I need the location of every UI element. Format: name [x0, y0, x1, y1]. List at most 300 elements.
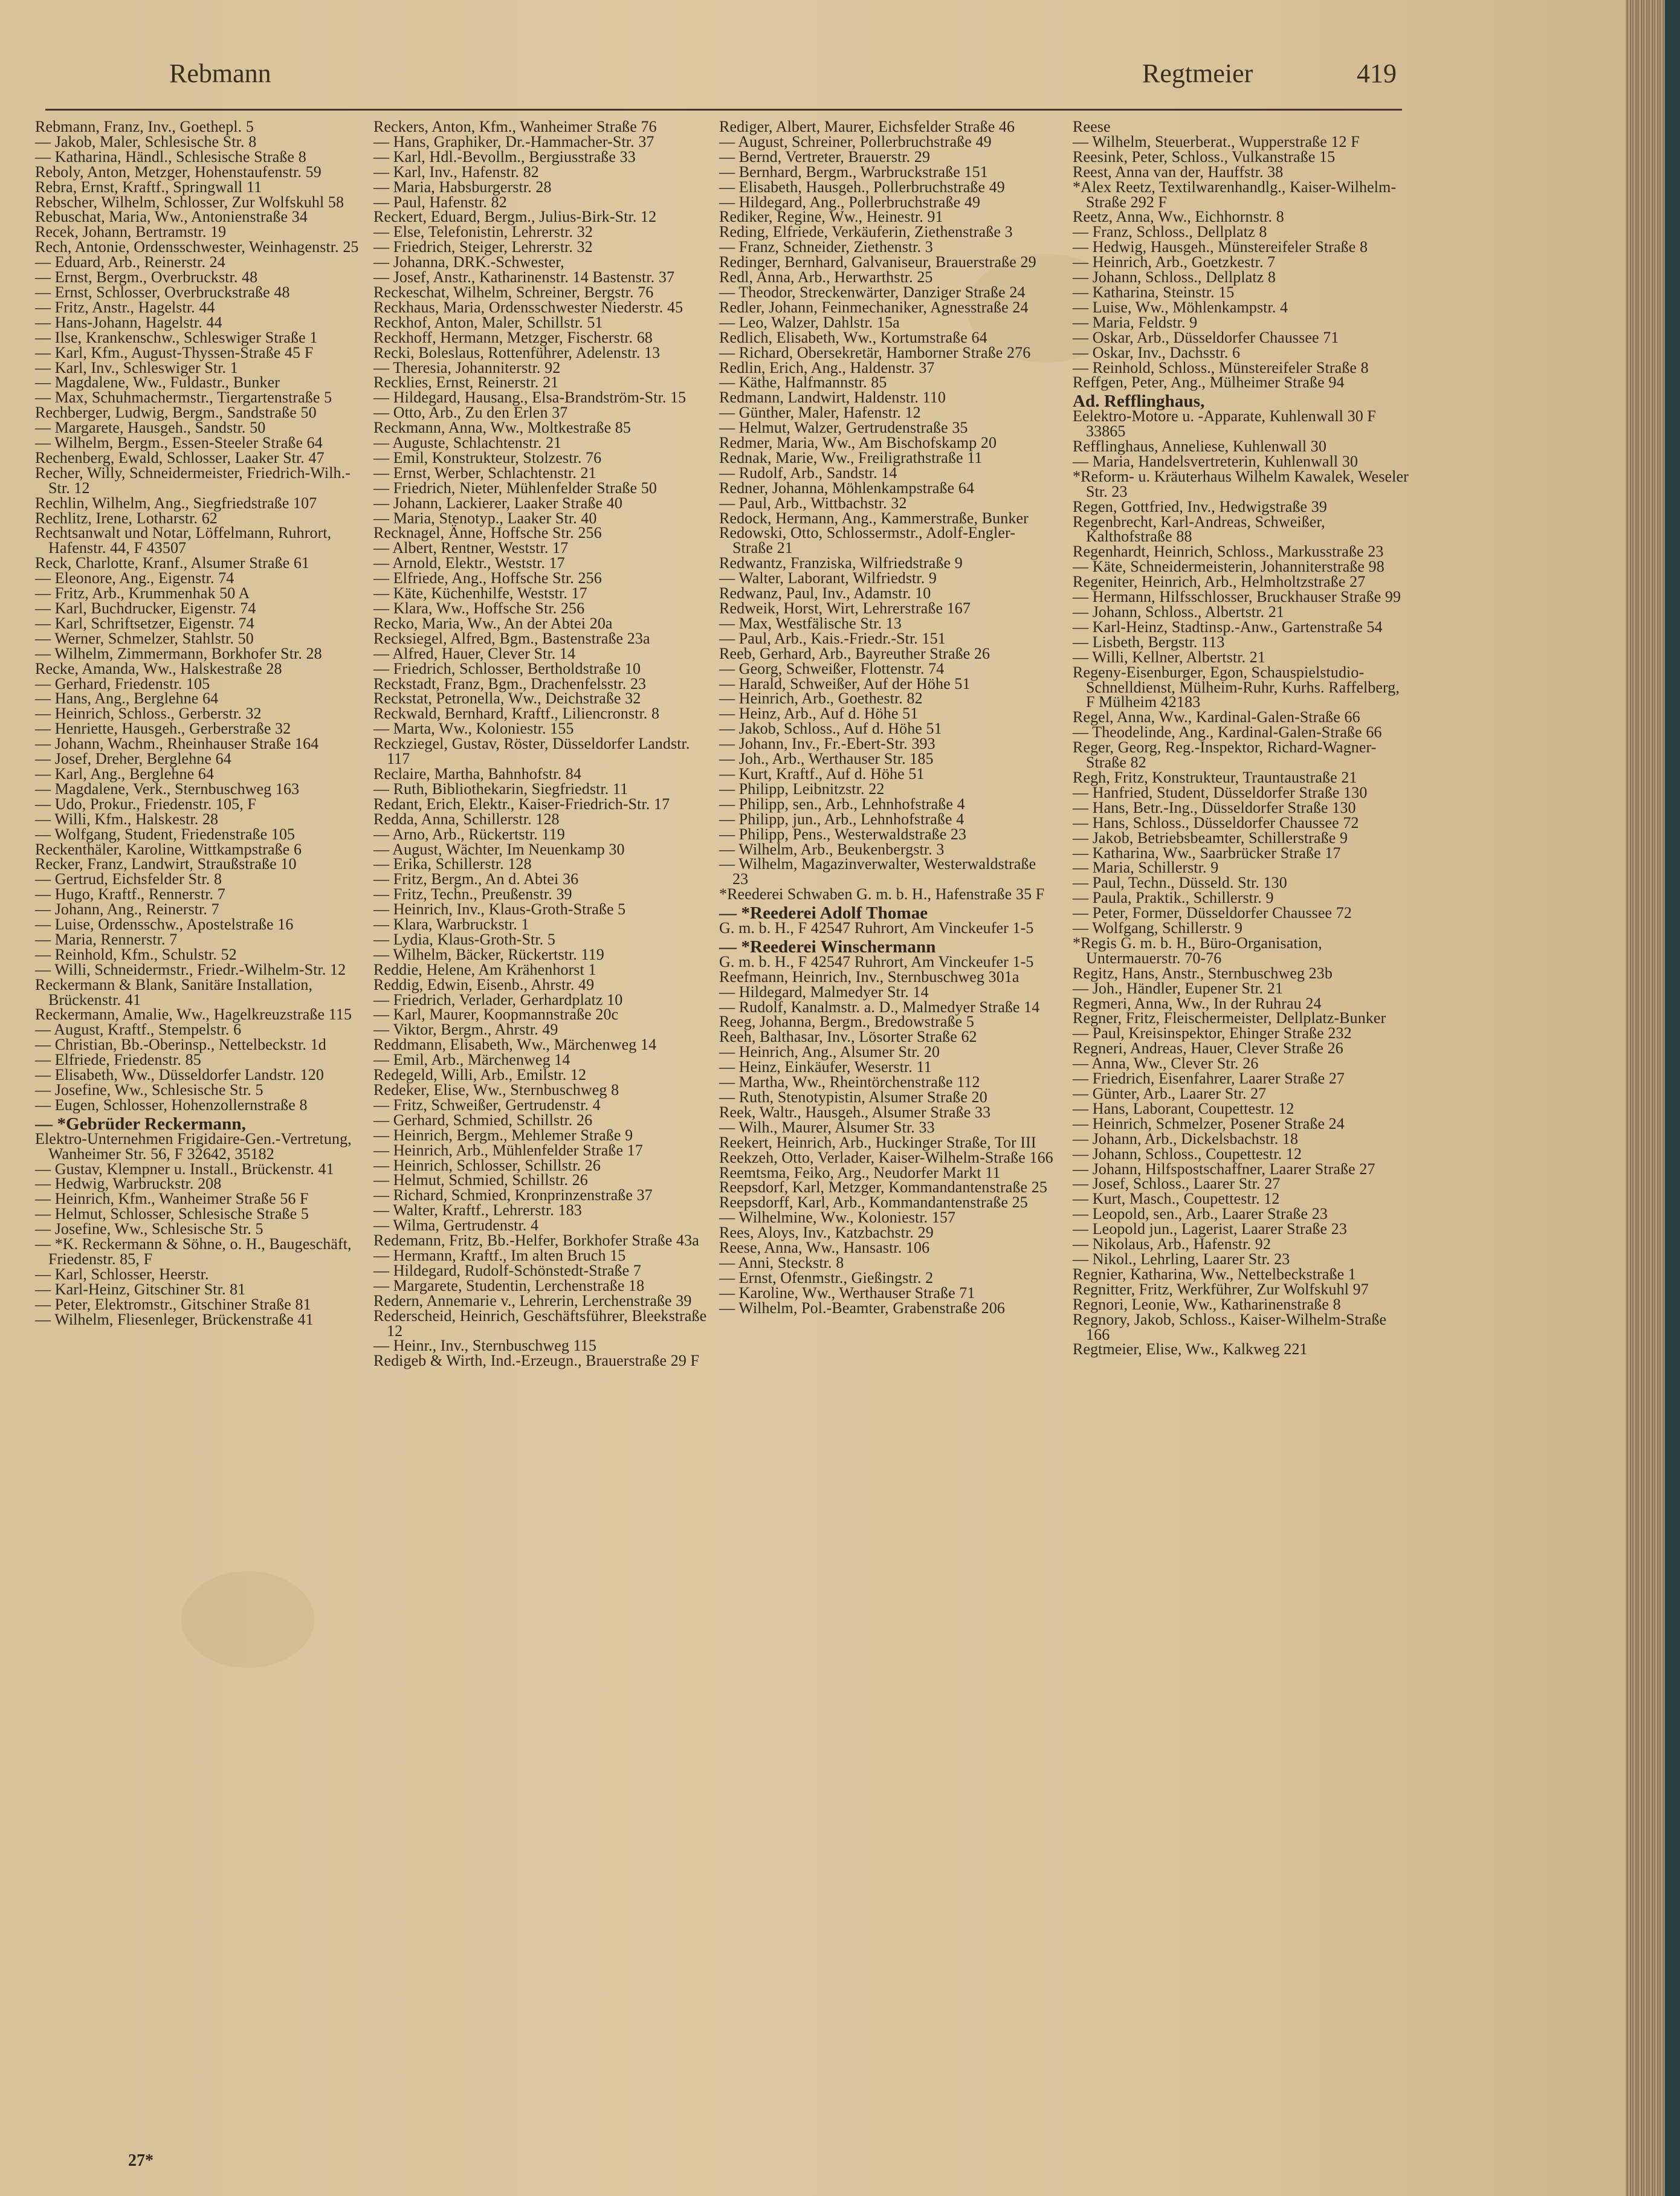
- directory-entry: — Alfred, Hauer, Clever Str. 14: [373, 644, 576, 662]
- directory-entry: — Heinr., Inv., Sternbuschweg 115: [373, 1337, 596, 1355]
- directory-entry: — Fritz, Arb., Krummenhak 50 A: [35, 584, 250, 602]
- directory-entry: — Joh., Händler, Eupener Str. 21: [1073, 979, 1284, 997]
- directory-entry: — Johann, Lackierer, Laaker Straße 40: [373, 494, 622, 512]
- directory-entry: *Alex Reetz, Textilwarenhandlg., Kaiser-Wilhelm-Straße 292 F: [1073, 178, 1397, 211]
- running-head-first-entry: Rebmann: [169, 59, 271, 88]
- directory-entry: — Josefine, Ww., Schlesische Str. 5: [35, 1220, 263, 1238]
- directory-entry: Recksiegel, Alfred, Bgm., Bastenstraße 23a: [373, 629, 650, 647]
- directory-entry: G. m. b. H., F 42547 Ruhrort, Am Vinckeufer 1-5: [719, 919, 1034, 937]
- directory-entry: Rednak, Marie, Ww., Freiligrathstraße 11: [719, 448, 983, 467]
- directory-entry: — Johann, Ang., Reinerstr. 7: [35, 900, 219, 919]
- directory-entry: — Reinhold, Kfm., Schulstr. 52: [35, 945, 237, 963]
- directory-entry: — Josef, Schloss., Laarer Str. 27: [1073, 1175, 1281, 1193]
- directory-entry: Elektro-Unternehmen Frigidaire-Gen.-Vertretung, Wanheimer Str. 56, F 32642, 35182: [35, 1129, 352, 1163]
- directory-entry: Recke, Amanda, Ww., Halskestraße 28: [35, 659, 282, 677]
- directory-entry: — Reinhold, Schloss., Münstereifeler Straße 8: [1073, 358, 1369, 376]
- directory-entry: — Erika, Schillerstr. 128: [373, 855, 532, 873]
- directory-entry: — Arnold, Elektr., Weststr. 17: [373, 554, 565, 572]
- directory-entry: — Johann, Arb., Dickelsbachstr. 18: [1073, 1129, 1299, 1148]
- directory-entry: — Anni, Steckstr. 8: [719, 1253, 844, 1271]
- directory-entry: — Nikolaus, Arb., Hafenstr. 92: [1073, 1235, 1271, 1253]
- directory-entry: — Karl, Buchdrucker, Eigenstr. 74: [35, 599, 256, 617]
- directory-entry: Regneri, Andreas, Hauer, Clever Straße 26: [1073, 1039, 1343, 1058]
- directory-entry: — Heinrich, Schloss., Gerberstr. 32: [35, 705, 262, 723]
- directory-entry: — Karl, Hdl.-Bevollm., Bergiusstraße 33: [373, 147, 636, 166]
- directory-entry: — Johann, Wachm., Rheinhauser Straße 164: [35, 735, 319, 753]
- directory-entry: Redinger, Bernhard, Galvaniseur, Brauerstraße 29: [719, 253, 1036, 271]
- directory-entry: — Walter, Laborant, Wilfriedstr. 9: [719, 569, 937, 587]
- signature-mark: 27*: [128, 2151, 153, 2170]
- directory-entry: — *K. Reckermann & Söhne, o. H., Baugeschäft, Friedenstr. 85, F: [35, 1235, 352, 1268]
- directory-entry: Regel, Anna, Ww., Kardinal-Galen-Straße 66: [1073, 708, 1360, 726]
- directory-entry: — Friedrich, Steiger, Lehrerstr. 32: [373, 238, 593, 256]
- directory-entry: — Heinrich, Arb., Goetzkestr. 7: [1073, 253, 1276, 271]
- directory-entry: — Karl, Inv., Schleswiger Str. 1: [35, 358, 238, 376]
- directory-entry: — Johann, Hilfspostschaffner, Laarer Straße 27: [1073, 1160, 1375, 1178]
- directory-entry: Rebra, Ernst, Kraftf., Springwall 11: [35, 178, 262, 196]
- directory-entry: — Karl-Heinz, Gitschiner Str. 81: [35, 1280, 246, 1298]
- running-head-last-entry: Regtmeier: [1142, 59, 1253, 88]
- directory-entry: — Johann, Schloss., Dellplatz 8: [1073, 268, 1276, 286]
- directory-entry: — Willi, Schneidermstr., Friedr.-Wilhelm-Str. 12: [35, 960, 346, 978]
- directory-entry: — Klara, Ww., Hoffsche Str. 256: [373, 599, 585, 617]
- directory-entry: Reckstat, Petronella, Ww., Deichstraße 32: [373, 689, 641, 708]
- directory-entry: Reck, Charlotte, Kranf., Alsumer Straße 61: [35, 554, 310, 572]
- directory-entry: — Elfriede, Friedenstr. 85: [35, 1051, 201, 1069]
- directory-entry: — Hildegard, Hausang., Elsa-Brandström-Str. 15: [373, 389, 687, 407]
- directory-entry: — Heinrich, Ang., Alsumer Str. 20: [719, 1043, 940, 1061]
- directory-entry: — Rudolf, Arb., Sandstr. 14: [719, 463, 897, 482]
- directory-entry: Redowski, Otto, Schlossermstr., Adolf-Engler-Straße 21: [719, 524, 1015, 557]
- directory-entry: Reckwald, Bernhard, Kraftf., Liliencronstr. 8: [373, 705, 660, 723]
- directory-entry: Redegeld, Willi, Arb., Emilstr. 12: [373, 1066, 587, 1084]
- directory-entry: G. m. b. H., F 42547 Ruhrort, Am Vinckeufer 1-5: [719, 952, 1034, 970]
- directory-entry: Reckert, Eduard, Bergm., Julius-Birk-Str. 12: [373, 208, 657, 226]
- directory-entry: Redweik, Horst, Wirt, Lehrerstraße 167: [719, 599, 971, 617]
- directory-entry: — Gertrud, Eichsfelder Str. 8: [35, 870, 222, 888]
- directory-entry: Reddie, Helene, Am Krähenhorst 1: [373, 960, 596, 978]
- directory-entry: — Paula, Praktik., Schillerstr. 9: [1073, 889, 1274, 907]
- directory-entry: — Paul, Hafenstr. 82: [373, 193, 507, 211]
- directory-entry: — Helmut, Schlosser, Schlesische Straße 5: [35, 1205, 309, 1223]
- directory-entry: Redeker, Elise, Ww., Sternbuschweg 8: [373, 1081, 619, 1099]
- directory-entry: — Ruth, Stenotypistin, Alsumer Straße 20: [719, 1088, 987, 1106]
- directory-entry: Reddmann, Elisabeth, Ww., Märchenweg 14: [373, 1036, 657, 1054]
- directory-entry: Regeniter, Heinrich, Arb., Helmholtzstraße 27: [1073, 573, 1366, 591]
- directory-entry: — Bernd, Vertreter, Brauerstr. 29: [719, 147, 931, 166]
- directory-entry: — *Reederei Adolf Thomae: [719, 903, 928, 923]
- directory-entry: — Karl, Schlosser, Heerstr.: [35, 1265, 209, 1283]
- directory-entry: — Johann, Schloss., Coupettestr. 12: [1073, 1145, 1302, 1163]
- directory-entry: Eelektro-Motore u. -Apparate, Kuhlenwall 30 F 33865: [1073, 407, 1376, 441]
- directory-entry: — Maria, Handelsvertreterin, Kuhlenwall 30: [1073, 452, 1359, 470]
- directory-entry: — Heinrich, Arb., Goethestr. 82: [719, 689, 923, 708]
- directory-entry: — Philipp, Pens., Westerwaldstraße 23: [719, 825, 967, 843]
- directory-entry: — Hans, Schloss., Düsseldorfer Chaussee 72: [1073, 813, 1359, 832]
- directory-entry: — Paul, Kreisinspektor, Ehinger Straße 232: [1073, 1024, 1352, 1042]
- directory-entry: *Reform- u. Kräuterhaus Wilhelm Kawalek, Weseler Str. 23: [1073, 467, 1409, 500]
- directory-entry: Regmeri, Anna, Ww., In der Ruhrau 24: [1073, 994, 1322, 1012]
- directory-entry: Regenhardt, Heinrich, Schloss., Markusstraße 23: [1073, 543, 1384, 561]
- directory-entry: Regnier, Katharina, Ww., Nettelbeckstraße 1: [1073, 1265, 1356, 1283]
- directory-entry: — Elisabeth, Ww., Düsseldorfer Landstr. 120: [35, 1066, 324, 1084]
- directory-entry: — August, Schreiner, Pollerbruchstraße 49: [719, 132, 992, 150]
- directory-entry: — Margarete, Hausgeh., Sandstr. 50: [35, 419, 266, 437]
- directory-entry: Redwanz, Paul, Inv., Adamstr. 10: [719, 584, 931, 602]
- directory-entry: *Regis G. m. b. H., Büro-Organisation, Untermauerstr. 70-76: [1073, 934, 1322, 967]
- directory-entry: Recek, Johann, Bertramstr. 19: [35, 223, 227, 241]
- directory-entry: — Willi, Kellner, Albertstr. 21: [1073, 648, 1265, 666]
- directory-entry: — Viktor, Bergm., Ahrstr. 49: [373, 1021, 558, 1039]
- directory-entry: — Udo, Prokur., Friedenstr. 105, F: [35, 795, 256, 813]
- directory-entry: — Günter, Arb., Laarer Str. 27: [1073, 1085, 1267, 1102]
- directory-entry: — Franz, Schloss., Dellplatz 8: [1073, 223, 1267, 241]
- directory-entry: — Karl, Kfm., August-Thyssen-Straße 45 F: [35, 343, 314, 361]
- directory-entry: — Hans, Laborant, Coupettestr. 12: [1073, 1099, 1294, 1117]
- directory-entry: Reepsdorf, Karl, Metzger, Kommandantenstraße 25: [719, 1178, 1047, 1196]
- directory-entry: Reckenthäler, Karoline, Wittkampstraße 6: [35, 840, 302, 858]
- directory-entry: — Margarete, Studentin, Lerchenstraße 18: [373, 1276, 645, 1294]
- directory-entry: Rechlitz, Irene, Lotharstr. 62: [35, 509, 218, 527]
- directory-entry: Recher, Willy, Schneidermeister, Friedrich-Wilh.-Str. 12: [35, 463, 351, 497]
- directory-entry: Reeg, Johanna, Bergm., Bredowstraße 5: [719, 1013, 975, 1031]
- directory-entry: — Max, Westfälische Str. 13: [719, 614, 902, 632]
- directory-entry: Redmer, Maria, Ww., Am Bischofskamp 20: [719, 434, 997, 452]
- directory-entry: — August, Wächter, Im Neuenkamp 30: [373, 840, 625, 858]
- directory-entry: Redda, Anna, Schillerstr. 128: [373, 810, 560, 828]
- directory-entry: — Wilhelm, Fliesenleger, Brückenstraße 41: [35, 1310, 314, 1328]
- directory-entry: — Wilhelm, Zimmermann, Borkhofer Str. 28: [35, 644, 322, 662]
- directory-entry: Reeh, Balthasar, Inv., Lösorter Straße 62: [719, 1028, 977, 1046]
- directory-entry: Redant, Erich, Elektr., Kaiser-Friedrich-Str. 17: [373, 795, 670, 813]
- directory-entry: — Luise, Ww., Möhlenkampstr. 4: [1073, 298, 1288, 316]
- directory-entry: — Ernst, Bergm., Overbruckstr. 48: [35, 268, 258, 286]
- directory-entry: — Bernhard, Bergm., Warbruckstraße 151: [719, 163, 988, 181]
- directory-entry: — Friedrich, Schlosser, Bertholdstraße 10: [373, 659, 641, 677]
- directory-entry: Redlich, Elisabeth, Ww., Kortumstraße 64: [719, 328, 987, 346]
- directory-entry: Redigeb & Wirth, Ind.-Erzeugn., Brauerstraße 29 F: [373, 1352, 700, 1370]
- directory-entry: — Helmut, Schmied, Schillstr. 26: [373, 1171, 588, 1189]
- directory-entry: — Heinrich, Schmelzer, Posener Straße 24: [1073, 1114, 1345, 1132]
- directory-entry: — Rudolf, Kanalmstr. a. D., Malmedyer Straße 14: [719, 998, 1040, 1016]
- directory-entry: — Katharina, Ww., Saarbrücker Straße 17: [1073, 844, 1341, 862]
- directory-entry: — Ernst, Schlosser, Overbruckstraße 48: [35, 283, 290, 301]
- directory-entry: — Leo, Walzer, Dahlstr. 15a: [719, 313, 900, 331]
- book-cover-edge: [1665, 0, 1680, 2196]
- directory-entry: Reetz, Anna, Ww., Eichhornstr. 8: [1073, 208, 1284, 226]
- directory-entry: — Lydia, Klaus-Groth-Str. 5: [373, 930, 555, 948]
- directory-entry: Refflinghaus, Anneliese, Kuhlenwall 30: [1073, 438, 1326, 456]
- directory-entry: Redmann, Landwirt, Haldenstr. 110: [719, 389, 946, 407]
- directory-entry: — Karl, Ang., Berglehne 64: [35, 764, 215, 783]
- directory-entry: — Josef, Dreher, Berglehne 64: [35, 750, 231, 768]
- directory-entry: — Hans, Betr.-Ing., Düsseldorfer Straße 130: [1073, 798, 1356, 816]
- directory-entry: Redwantz, Franziska, Wilfriedstraße 9: [719, 554, 963, 572]
- directory-entry: Reefmann, Heinrich, Inv., Sternbuschweg 301a: [719, 967, 1019, 986]
- directory-entry: Regnitter, Fritz, Werkführer, Zur Wolfskuhl 97: [1073, 1280, 1369, 1298]
- directory-entry: Recker, Franz, Landwirt, Straußstraße 10: [35, 855, 297, 873]
- directory-entry: — Hans, Ang., Berglehne 64: [35, 689, 219, 708]
- directory-entry: — Otto, Arb., Zu den Erlen 37: [373, 404, 568, 422]
- directory-entry: Recknagel, Änne, Hoffsche Str. 256: [373, 524, 602, 542]
- directory-entry: Reckeschat, Wilhelm, Schreiner, Bergstr. 76: [373, 283, 654, 301]
- directory-entry: — Philipp, Leibnitzstr. 22: [719, 780, 885, 798]
- directory-entry: Recki, Boleslaus, Rottenführer, Adelenstr. 13: [373, 343, 661, 361]
- directory-entry: Rebscher, Wilhelm, Schlosser, Zur Wolfskuhl 58: [35, 193, 344, 211]
- directory-entry: — Käte, Küchenhilfe, Weststr. 17: [373, 584, 587, 602]
- directory-entry: Rediker, Regine, Ww., Heinestr. 91: [719, 208, 943, 226]
- directory-entry: — Wilhelm, Steuerberat., Wupperstraße 12 F: [1073, 132, 1360, 150]
- directory-entry: — Ernst, Ofenmstr., Gießingstr. 2: [719, 1268, 934, 1287]
- directory-entry: — *Reederei Winschermann: [719, 937, 936, 957]
- directory-entry: — Wilhelmine, Ww., Koloniestr. 157: [719, 1209, 956, 1227]
- directory-entry: — Emil, Konstrukteur, Stolzestr. 76: [373, 448, 602, 467]
- directory-entry: — Maria, Habsburgerstr. 28: [373, 178, 552, 196]
- directory-entry: — Hugo, Kraftf., Rennerstr. 7: [35, 885, 225, 903]
- directory-entry: — Karl, Maurer, Koopmannstraße 20c: [373, 1006, 619, 1024]
- directory-entry: — Wilma, Gertrudenstr. 4: [373, 1216, 539, 1235]
- directory-entry: Reckermann & Blank, Sanitäre Installation, Brückenstr. 41: [35, 975, 313, 1009]
- directory-entry: — Peter, Former, Düsseldorfer Chaussee 72: [1073, 904, 1352, 922]
- directory-entry: — Josef, Anstr., Katharinenstr. 14 Bastenstr. 37: [373, 268, 675, 286]
- directory-entry: — Richard, Schmied, Kronprinzenstraße 37: [373, 1186, 653, 1204]
- directory-entry: Reffgen, Peter, Ang., Mülheimer Straße 94: [1073, 373, 1345, 392]
- directory-entry: — Friedrich, Eisenfahrer, Laarer Straße 27: [1073, 1070, 1345, 1088]
- directory-entry: — Wilhelm, Bäcker, Rückertstr. 119: [373, 945, 604, 963]
- directory-entry: — Maria, Stenotyp., Laaker Str. 40: [373, 509, 597, 527]
- directory-entry: — Heinrich, Bergm., Mehlemer Straße 9: [373, 1126, 633, 1144]
- directory-entry: Reddig, Edwin, Eisenb., Ahrstr. 49: [373, 975, 595, 993]
- directory-entry: Regner, Fritz, Fleischermeister, Dellplatz-Bunker: [1073, 1009, 1386, 1027]
- directory-entry: — Auguste, Schlachtenstr. 21: [373, 434, 562, 452]
- column-1: [35, 120, 371, 1328]
- directory-entry: — Wilhelm, Pol.-Beamter, Grabenstraße 206: [719, 1299, 1006, 1317]
- directory-entry: — Fritz, Techn., Preußenstr. 39: [373, 885, 572, 903]
- directory-entry: — Joh., Arb., Werthauser Str. 185: [719, 750, 934, 768]
- directory-entry: — Heinrich, Inv., Klaus-Groth-Straße 5: [373, 900, 626, 919]
- directory-entry: — Werner, Schmelzer, Stahlstr. 50: [35, 629, 254, 647]
- directory-entry: Reeb, Gerhard, Arb., Bayreuther Straße 26: [719, 644, 990, 662]
- directory-entry: — Paul, Arb., Wittbachstr. 32: [719, 494, 907, 512]
- directory-entry: — Eugen, Schlosser, Hohenzollernstraße 8: [35, 1096, 308, 1114]
- directory-entry: — Friedrich, Verlader, Gerhardplatz 10: [373, 990, 623, 1009]
- directory-entry: — Christian, Bb.-Oberinsp., Nettelbeckstr. 1d: [35, 1036, 326, 1054]
- directory-entry: — Anna, Ww., Clever Str. 26: [1073, 1054, 1259, 1073]
- directory-entry: — Helmut, Walzer, Gertrudenstraße 35: [719, 419, 968, 437]
- directory-entry: Redlin, Erich, Ang., Haldenstr. 37: [719, 358, 935, 376]
- directory-entry: — Maria, Rennerstr. 7: [35, 930, 178, 948]
- directory-entry: — Jakob, Maler, Schlesische Str. 8: [35, 132, 257, 150]
- directory-entry: — Arno, Arb., Rückertstr. 119: [373, 825, 565, 843]
- directory-entry: — Kurt, Masch., Coupettestr. 12: [1073, 1190, 1280, 1208]
- directory-entry: Reckhof, Anton, Maler, Schillstr. 51: [373, 313, 603, 331]
- directory-entry: — Wilhelm, Arb., Beukenbergstr. 3: [719, 840, 945, 858]
- directory-entry: — Klara, Warbruckstr. 1: [373, 916, 529, 934]
- directory-entry: Reepsdorff, Karl, Arb., Kommandantenstraße 25: [719, 1193, 1028, 1212]
- directory-entry: — Elisabeth, Hausgeh., Pollerbruchstraße 49: [719, 178, 1005, 196]
- directory-entry: — Fritz, Bergm., An d. Abtei 36: [373, 870, 579, 888]
- directory-entry: — Nikol., Lehrling, Laarer Str. 23: [1073, 1250, 1290, 1268]
- directory-entry: Redern, Annemarie v., Lehrerin, Lerchenstraße 39: [373, 1291, 692, 1310]
- page-header: [33, 58, 1402, 106]
- directory-entry: Reek, Waltr., Hausgeh., Alsumer Straße 33: [719, 1103, 991, 1121]
- directory-entry: — Karl-Heinz, Stadtinsp.-Anw., Gartenstraße 54: [1073, 618, 1383, 636]
- directory-entry: Rebmann, Franz, Inv., Goethepl. 5: [35, 118, 254, 135]
- directory-entry: Regenbrecht, Karl-Andreas, Schweißer, Kalthofstraße 88: [1073, 512, 1325, 546]
- directory-entry: — Katharina, Steinstr. 15: [1073, 283, 1235, 301]
- directory-entry: Reesink, Peter, Schloss., Vulkanstraße 15: [1073, 147, 1336, 166]
- directory-entry: — Leopold, sen., Arb., Laarer Straße 23: [1073, 1205, 1328, 1223]
- directory-entry: — Walter, Kraftf., Lehrerstr. 183: [373, 1201, 582, 1219]
- directory-entry: — Henriette, Hausgeh., Gerberstraße 32: [35, 720, 291, 738]
- directory-entry: Recklies, Ernst, Reinerstr. 21: [373, 373, 559, 392]
- directory-entry: — Paul, Arb., Kais.-Friedr.-Str. 151: [719, 629, 946, 647]
- directory-entry: — Johanna, DRK.-Schwester,: [373, 253, 564, 271]
- column-2: [373, 120, 709, 1369]
- directory-entry: Reclaire, Martha, Bahnhofstr. 84: [373, 764, 581, 783]
- directory-entry: — Friedrich, Nieter, Mühlenfelder Straße 50: [373, 479, 657, 497]
- directory-entry: Redemann, Fritz, Bb.-Helfer, Borkhofer Straße 43a: [373, 1232, 699, 1250]
- directory-entry: Rechenberg, Ewald, Schlosser, Laaker Str. 47: [35, 448, 325, 467]
- directory-entry: — Maria, Schillerstr. 9: [1073, 859, 1219, 877]
- directory-entry: — Ruth, Bibliothekarin, Siegfriedstr. 11: [373, 780, 628, 798]
- page-number: 419: [1357, 59, 1397, 88]
- directory-entry: — Martha, Ww., Rheintörchenstraße 112: [719, 1073, 980, 1091]
- directory-entry: — Hans, Graphiker, Dr.-Hammacher-Str. 37: [373, 132, 654, 150]
- directory-entry: — Heinz, Arb., Auf d. Höhe 51: [719, 705, 919, 723]
- directory-entry: Redock, Hermann, Ang., Kammerstraße, Bunker: [719, 509, 1029, 527]
- directory-entry: — Theodelinde, Ang., Kardinal-Galen-Straße 66: [1073, 723, 1382, 741]
- directory-entry: — Elfriede, Ang., Hoffsche Str. 256: [373, 569, 602, 587]
- directory-entry: — Philipp, sen., Arb., Lehnhofstraße 4: [719, 795, 965, 813]
- directory-entry: — Wilhelm, Bergm., Essen-Steeler Straße 64: [35, 434, 323, 452]
- directory-entry: — Ernst, Werber, Schlachtenstr. 21: [373, 463, 596, 482]
- directory-entry: — Kurt, Kraftf., Auf d. Höhe 51: [719, 764, 925, 783]
- directory-entry: — Heinrich, Schlosser, Schillstr. 26: [373, 1156, 601, 1174]
- directory-entry: — Wolfgang, Student, Friedenstraße 105: [35, 825, 296, 843]
- directory-entry: — Hildegard, Ang., Pollerbruchstraße 49: [719, 193, 981, 211]
- directory-entry: — Wilh., Maurer, Alsumer Str. 33: [719, 1118, 935, 1136]
- directory-entry: — Günther, Maler, Hafenstr. 12: [719, 404, 921, 422]
- directory-entry: — Peter, Elektromstr., Gitschiner Straße 81: [35, 1295, 311, 1313]
- directory-entry: Reemtsma, Feiko, Arg., Neudorfer Markt 11: [719, 1163, 1001, 1181]
- directory-entry: Redner, Johanna, Möhlenkampstraße 64: [719, 479, 975, 497]
- directory-entry: Reckstadt, Franz, Bgm., Drachenfelsstr. 23: [373, 674, 647, 693]
- directory-entry: — Katharina, Händl., Schlesische Straße 8: [35, 147, 306, 166]
- directory-entry: — Hermann, Kraftf., Im alten Bruch 15: [373, 1246, 626, 1264]
- directory-entry: — Willi, Kfm., Halskestr. 28: [35, 810, 219, 828]
- directory-entry: — Karl, Schriftsetzer, Eigenstr. 74: [35, 614, 254, 632]
- directory-entry: — Jakob, Schloss., Auf d. Höhe 51: [719, 720, 942, 738]
- column-4: [1073, 120, 1409, 1357]
- directory-entry: Regtmeier, Elise, Ww., Kalkweg 221: [1073, 1340, 1308, 1358]
- directory-entry: Regitz, Hans, Anstr., Sternbuschweg 23b: [1073, 964, 1333, 982]
- directory-entry: Reckziegel, Gustav, Röster, Düsseldorfer Landstr. 117: [373, 735, 690, 768]
- column-3: [719, 120, 1055, 1316]
- directory-entry: Regnory, Jakob, Schloss., Kaiser-Wilhelm-Straße 166: [1073, 1310, 1387, 1343]
- directory-entry: — Harald, Schweißer, Auf der Höhe 51: [719, 674, 971, 693]
- directory-entry: — Käthe, Halfmannstr. 85: [719, 373, 887, 392]
- directory-entry: — Georg, Schweißer, Flottenstr. 74: [719, 659, 945, 677]
- directory-entry: — Philipp, jun., Arb., Lehnhofstraße 4: [719, 810, 964, 828]
- directory-entry: Redler, Johann, Feinmechaniker, Agnesstraße 24: [719, 298, 1029, 316]
- directory-entry: — Josefine, Ww., Schlesische Str. 5: [35, 1081, 263, 1099]
- directory-entry: Rechlin, Wilhelm, Ang., Siegfriedstraße 107: [35, 494, 317, 512]
- directory-entry: Redl, Anna, Arb., Herwarthstr. 25: [719, 268, 933, 286]
- directory-entry: — Max, Schuhmachermstr., Tiergartenstraße 5: [35, 389, 332, 407]
- directory-entry: — Gustav, Klempner u. Install., Brückenstr. 41: [35, 1160, 334, 1178]
- directory-entry: Reding, Elfriede, Verkäuferin, Ziethenstraße 3: [719, 223, 1013, 241]
- directory-entry: — Heinrich, Kfm., Wanheimer Straße 56 F: [35, 1190, 309, 1208]
- header-divider: [45, 109, 1402, 111]
- directory-entry: Reckhaus, Maria, Ordensschwester Niederstr. 45: [373, 298, 683, 316]
- directory-entry: — Eduard, Arb., Reinerstr. 24: [35, 253, 225, 271]
- directory-entry: — Oskar, Arb., Düsseldorfer Chaussee 71: [1073, 328, 1339, 346]
- directory-entry: Regh, Fritz, Konstrukteur, Trauntaustraße 21: [1073, 768, 1357, 786]
- directory-entry: — Else, Telefonistin, Lehrerstr. 32: [373, 223, 593, 241]
- directory-entry: Regnori, Leonie, Ww., Katharinenstraße 8: [1073, 1295, 1341, 1313]
- directory-entry: — Jakob, Betriebsbeamter, Schillerstraße 9: [1073, 828, 1348, 847]
- directory-entry: Rees, Aloys, Inv., Katzbachstr. 29: [719, 1224, 934, 1242]
- directory-entry: — Franz, Schneider, Ziethenstr. 3: [719, 238, 933, 256]
- directory-entry: Rech, Antonie, Ordensschwester, Weinhagenstr. 25: [35, 238, 359, 256]
- directory-entry: Reckers, Anton, Kfm., Wanheimer Straße 76: [373, 118, 657, 135]
- directory-entry: — Johann, Inv., Fr.-Ebert-Str. 393: [719, 735, 935, 753]
- directory-entry: — Fritz, Anstr., Hagelstr. 44: [35, 298, 215, 316]
- directory-entry: Rediger, Albert, Maurer, Eichsfelder Straße 46: [719, 118, 1015, 135]
- directory-entry: Regeny-Eisenburger, Egon, Schauspielstudio-Schnelldienst, Mülheim-Ruhr, Kurhs. Raffelberg, F Mülheim 42183: [1073, 663, 1400, 711]
- directory-entry: Reckhoff, Hermann, Metzger, Fischerstr. 68: [373, 328, 653, 346]
- directory-entry: Reekert, Heinrich, Arb., Huckinger Straße, Tor III: [719, 1133, 1036, 1151]
- directory-entry: — Maria, Feldstr. 9: [1073, 313, 1198, 331]
- directory-entry: Ad. Refflinghaus,: [1073, 392, 1205, 412]
- directory-entry: — Hedwig, Hausgeh., Münstereifeler Straße 8: [1073, 238, 1368, 256]
- directory-entry: — Oskar, Inv., Dachsstr. 6: [1073, 343, 1241, 361]
- directory-entry: — Wilhelm, Magazinverwalter, Westerwaldstraße 23: [719, 855, 1036, 888]
- directory-entry: — Karoline, Ww., Werthauser Straße 71: [719, 1284, 975, 1302]
- directory-entry: — Richard, Obersekretär, Hamborner Straße 276: [719, 343, 1031, 361]
- directory-entry: Reese, Anna, Ww., Hansastr. 106: [719, 1239, 930, 1257]
- directory-entry: — Heinrich, Arb., Mühlenfelder Straße 17: [373, 1141, 643, 1159]
- directory-entry: — Theodor, Streckenwärter, Danziger Straße 24: [719, 283, 1026, 301]
- directory-entry: — Marta, Ww., Koloniestr. 155: [373, 720, 574, 738]
- directory-entry: — Hildegard, Malmedyer Str. 14: [719, 983, 929, 1001]
- directory-entry: — Theresia, Johanniterstr. 92: [373, 358, 561, 376]
- directory-entry: — Wolfgang, Schillerstr. 9: [1073, 919, 1242, 937]
- directory-entry: Reboly, Anton, Metzger, Hohenstaufenstr. 59: [35, 163, 321, 181]
- directory-entry: Rechtsanwalt und Notar, Löffelmann, Ruhrort, Hafenstr. 44, F 43507: [35, 524, 332, 557]
- directory-entry: — Luise, Ordensschw., Apostelstraße 16: [35, 916, 294, 934]
- directory-entry: — Leopold jun., Lagerist, Laarer Straße 23: [1073, 1220, 1347, 1238]
- directory-entry: — Emil, Arb., Märchenweg 14: [373, 1051, 570, 1069]
- directory-entry: — Lisbeth, Bergstr. 113: [1073, 633, 1225, 651]
- directory-entry: Reekzeh, Otto, Verlader, Kaiser-Wilhelm-Straße 166: [719, 1148, 1053, 1166]
- directory-entry: Recko, Maria, Ww., An der Abtei 20a: [373, 614, 613, 632]
- directory-entry: — August, Kraftf., Stempelstr. 6: [35, 1021, 242, 1039]
- directory-entry: — Gerhard, Schmied, Schillstr. 26: [373, 1111, 593, 1129]
- directory-entry: Rechberger, Ludwig, Bergm., Sandstraße 50: [35, 404, 317, 422]
- directory-entry: Reest, Anna van der, Hauffstr. 38: [1073, 163, 1284, 181]
- directory-entry: — Hildegard, Rudolf-Schönstedt-Straße 7: [373, 1261, 641, 1279]
- directory-entry: *Reederei Schwaben G. m. b. H., Hafenstraße 35 F: [719, 885, 1045, 903]
- directory-entry: Rederscheid, Heinrich, Geschäftsführer, Bleekstraße 12: [373, 1306, 707, 1340]
- directory-entry: — Johann, Schloss., Albertstr. 21: [1073, 603, 1284, 621]
- directory-entry: — Fritz, Schweißer, Gertrudenstr. 4: [373, 1096, 601, 1114]
- directory-entry: — Ilse, Krankenschw., Schleswiger Straße 1: [35, 328, 318, 346]
- directory-entry: — Magdalene, Verk., Sternbuschweg 163: [35, 780, 300, 798]
- directory-entry: — Eleonore, Ang., Eigenstr. 74: [35, 569, 234, 587]
- directory-entry: — Paul, Techn., Düsseld. Str. 130: [1073, 874, 1287, 892]
